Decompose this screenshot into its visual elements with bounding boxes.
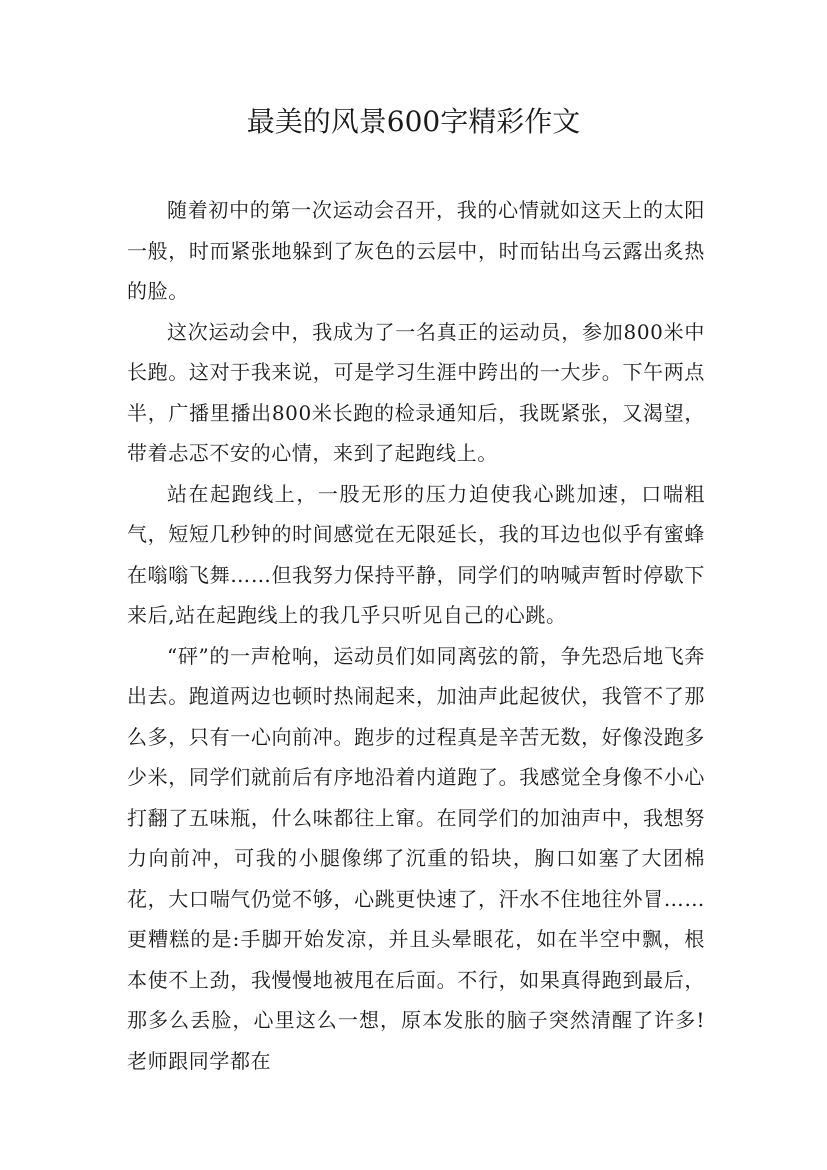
- document-body: [127, 190, 705, 1081]
- paragraph-2: 这次运动会中，我成为了一名真正的运动员，参加800米中长跑。这对于我来说，可是学习生涯中跨出的一大步。下午两点半，广播里播出800米长跑的检录通知后，我既紧张，又渴望，带着忐忑不安的心情，来到了起跑线上。: [127, 319, 705, 465]
- paragraph-4: “砰”的一声枪响，运动员们如同离弦的箭，争先恐后地飞奔出去。跑道两边也顿时热闹起来，加油声此起彼伏，我管不了那么多，只有一心向前冲。跑步的过程真是辛苦无数，好像没跑多少米，同学们就前后有序地沿着内道跑了。我感觉全身像不小心打翻了五味瓶，什么味都往上窜。在同学们的加油声中，我想努力向前冲，可我的小腿像绑了沉重的铅块，胸口如塞了大团棉花，大口喘气仍觉不够，心跳更快速了，汗水不住地往外冒……更糟糕的是:手脚开始发凉，并且头晕眼花，如在半空中飘，根本使不上劲，我慢慢地被甩在后面。不行，如果真得跑到最后，那多么丢脸，心里这么一想，原本发胀的脑子突然清醒了许多!老师跟同学都在: [127, 643, 705, 1073]
- document-title: 最美的风景600字精彩作文: [246, 105, 581, 138]
- paragraph-3: 站在起跑线上，一股无形的压力迫使我心跳加速，口喘粗气，短短几秒钟的时间感觉在无限延长，我的耳边也似乎有蜜蜂在嗡嗡飞舞……但我努力保持平静，同学们的呐喊声暂时停歇下来后,站在起跑线上的我几乎只听见自己的心跳。: [127, 481, 705, 627]
- paragraph-1: 随着初中的第一次运动会召开，我的心情就如这天上的太阳一般，时而紧张地躲到了灰色的云层中，时而钻出乌云露出炙热的脸。: [127, 198, 705, 303]
